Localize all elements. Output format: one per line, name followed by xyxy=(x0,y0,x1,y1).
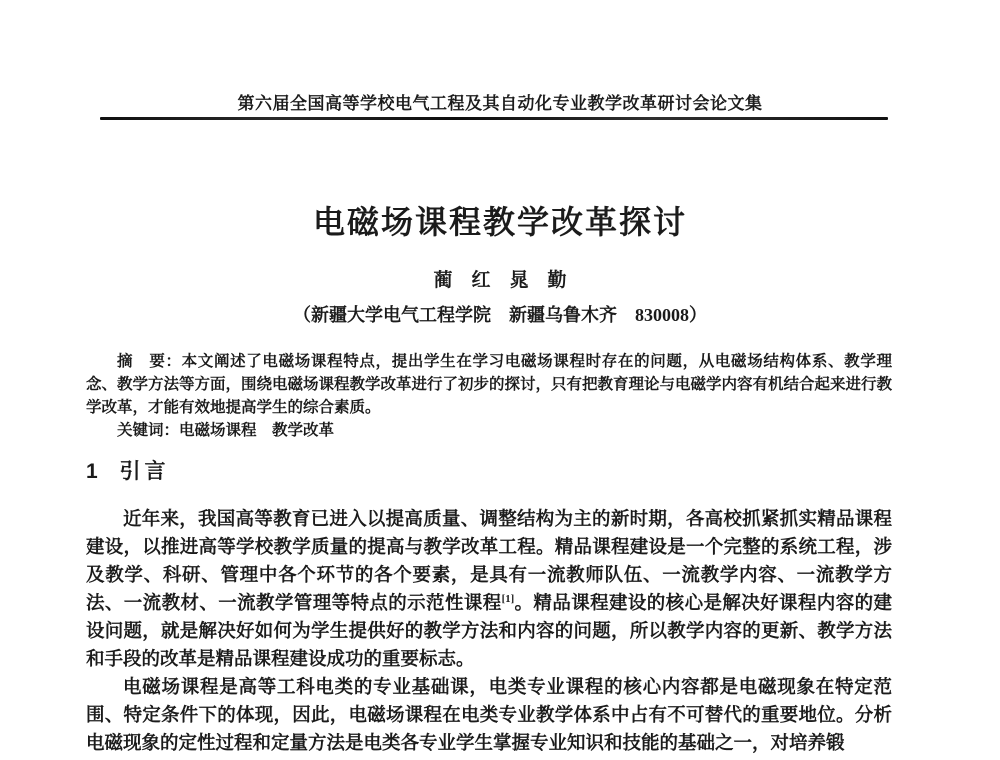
abstract-paragraph xyxy=(86,350,892,419)
abstract-text: 本文阐述了电磁场课程特点，提出学生在学习电磁场课程时存在的问题，从电磁场结构体系、教学理念、教学方法等方面，围绕电磁场课程教学改革进行了初步的探讨，只有把教育理论与电磁学内容有机结合起来进行教学改革，才能有效地提高学生的综合素质。 xyxy=(86,353,893,416)
paragraph-2 xyxy=(86,674,892,758)
proceedings-running-head: 第六届全国高等学校电气工程及其自动化专业教学改革研讨会论文集 xyxy=(237,94,763,113)
author-affiliation: （新疆大学电气工程学院 新疆乌鲁木齐 830008） xyxy=(293,305,707,325)
paragraph-1-text-cont: 。精品课程建设的核心是解决好课程内容的建设问题，就是解决好如何为学生提供好的教学方法和内容的问题，所以教学内容的更新、教学方法和手段的改革是精品课程建设成功的重要标志。 xyxy=(86,594,892,670)
paragraph-2-text: 电磁场课程是高等工科电类的专业基础课，电类专业课程的核心内容都是电磁现象在特定范围、特定条件下的体现，因此，电磁场课程在电类专业教学体系中占有不可替代的重要地位。分析电磁现象的定性过程和定量方法是电类各专业学生掌握专业知识和技能的基础之一，对培养锻 xyxy=(86,678,892,754)
author-names: 蔺 红 晁 勤 xyxy=(433,270,567,291)
header-rule xyxy=(100,117,888,120)
keywords-text: 电磁场课程 教学改革 xyxy=(179,422,335,439)
abstract-section xyxy=(86,350,892,442)
section-title: 引言 xyxy=(119,460,170,483)
abstract-label: 摘 要： xyxy=(117,353,182,370)
citation-ref-1: [1] xyxy=(501,592,515,605)
section-number: 1 xyxy=(86,460,98,483)
section-1-heading xyxy=(86,458,170,486)
paper-title: 电磁场课程教学改革探讨 xyxy=(312,204,687,240)
paragraph-1 xyxy=(86,506,892,674)
paragraph-1-text: 近年来，我国高等教育已进入以提高质量、调整结构为主的新时期，各高校抓紧抓实精品课程建设，以推进高等学校教学质量的提高与教学改革工程。精品课程建设是一个完整的系统工程，涉及教学、科研、管理中各个环节的各个要素，是具有一流教师队伍、一流教学内容、一流教学方法、一流教材、一流教学管理等特点的示范性课程 xyxy=(86,510,892,614)
body-text xyxy=(86,506,892,758)
keywords-label: 关键词： xyxy=(117,422,180,439)
keywords-line xyxy=(86,419,892,442)
